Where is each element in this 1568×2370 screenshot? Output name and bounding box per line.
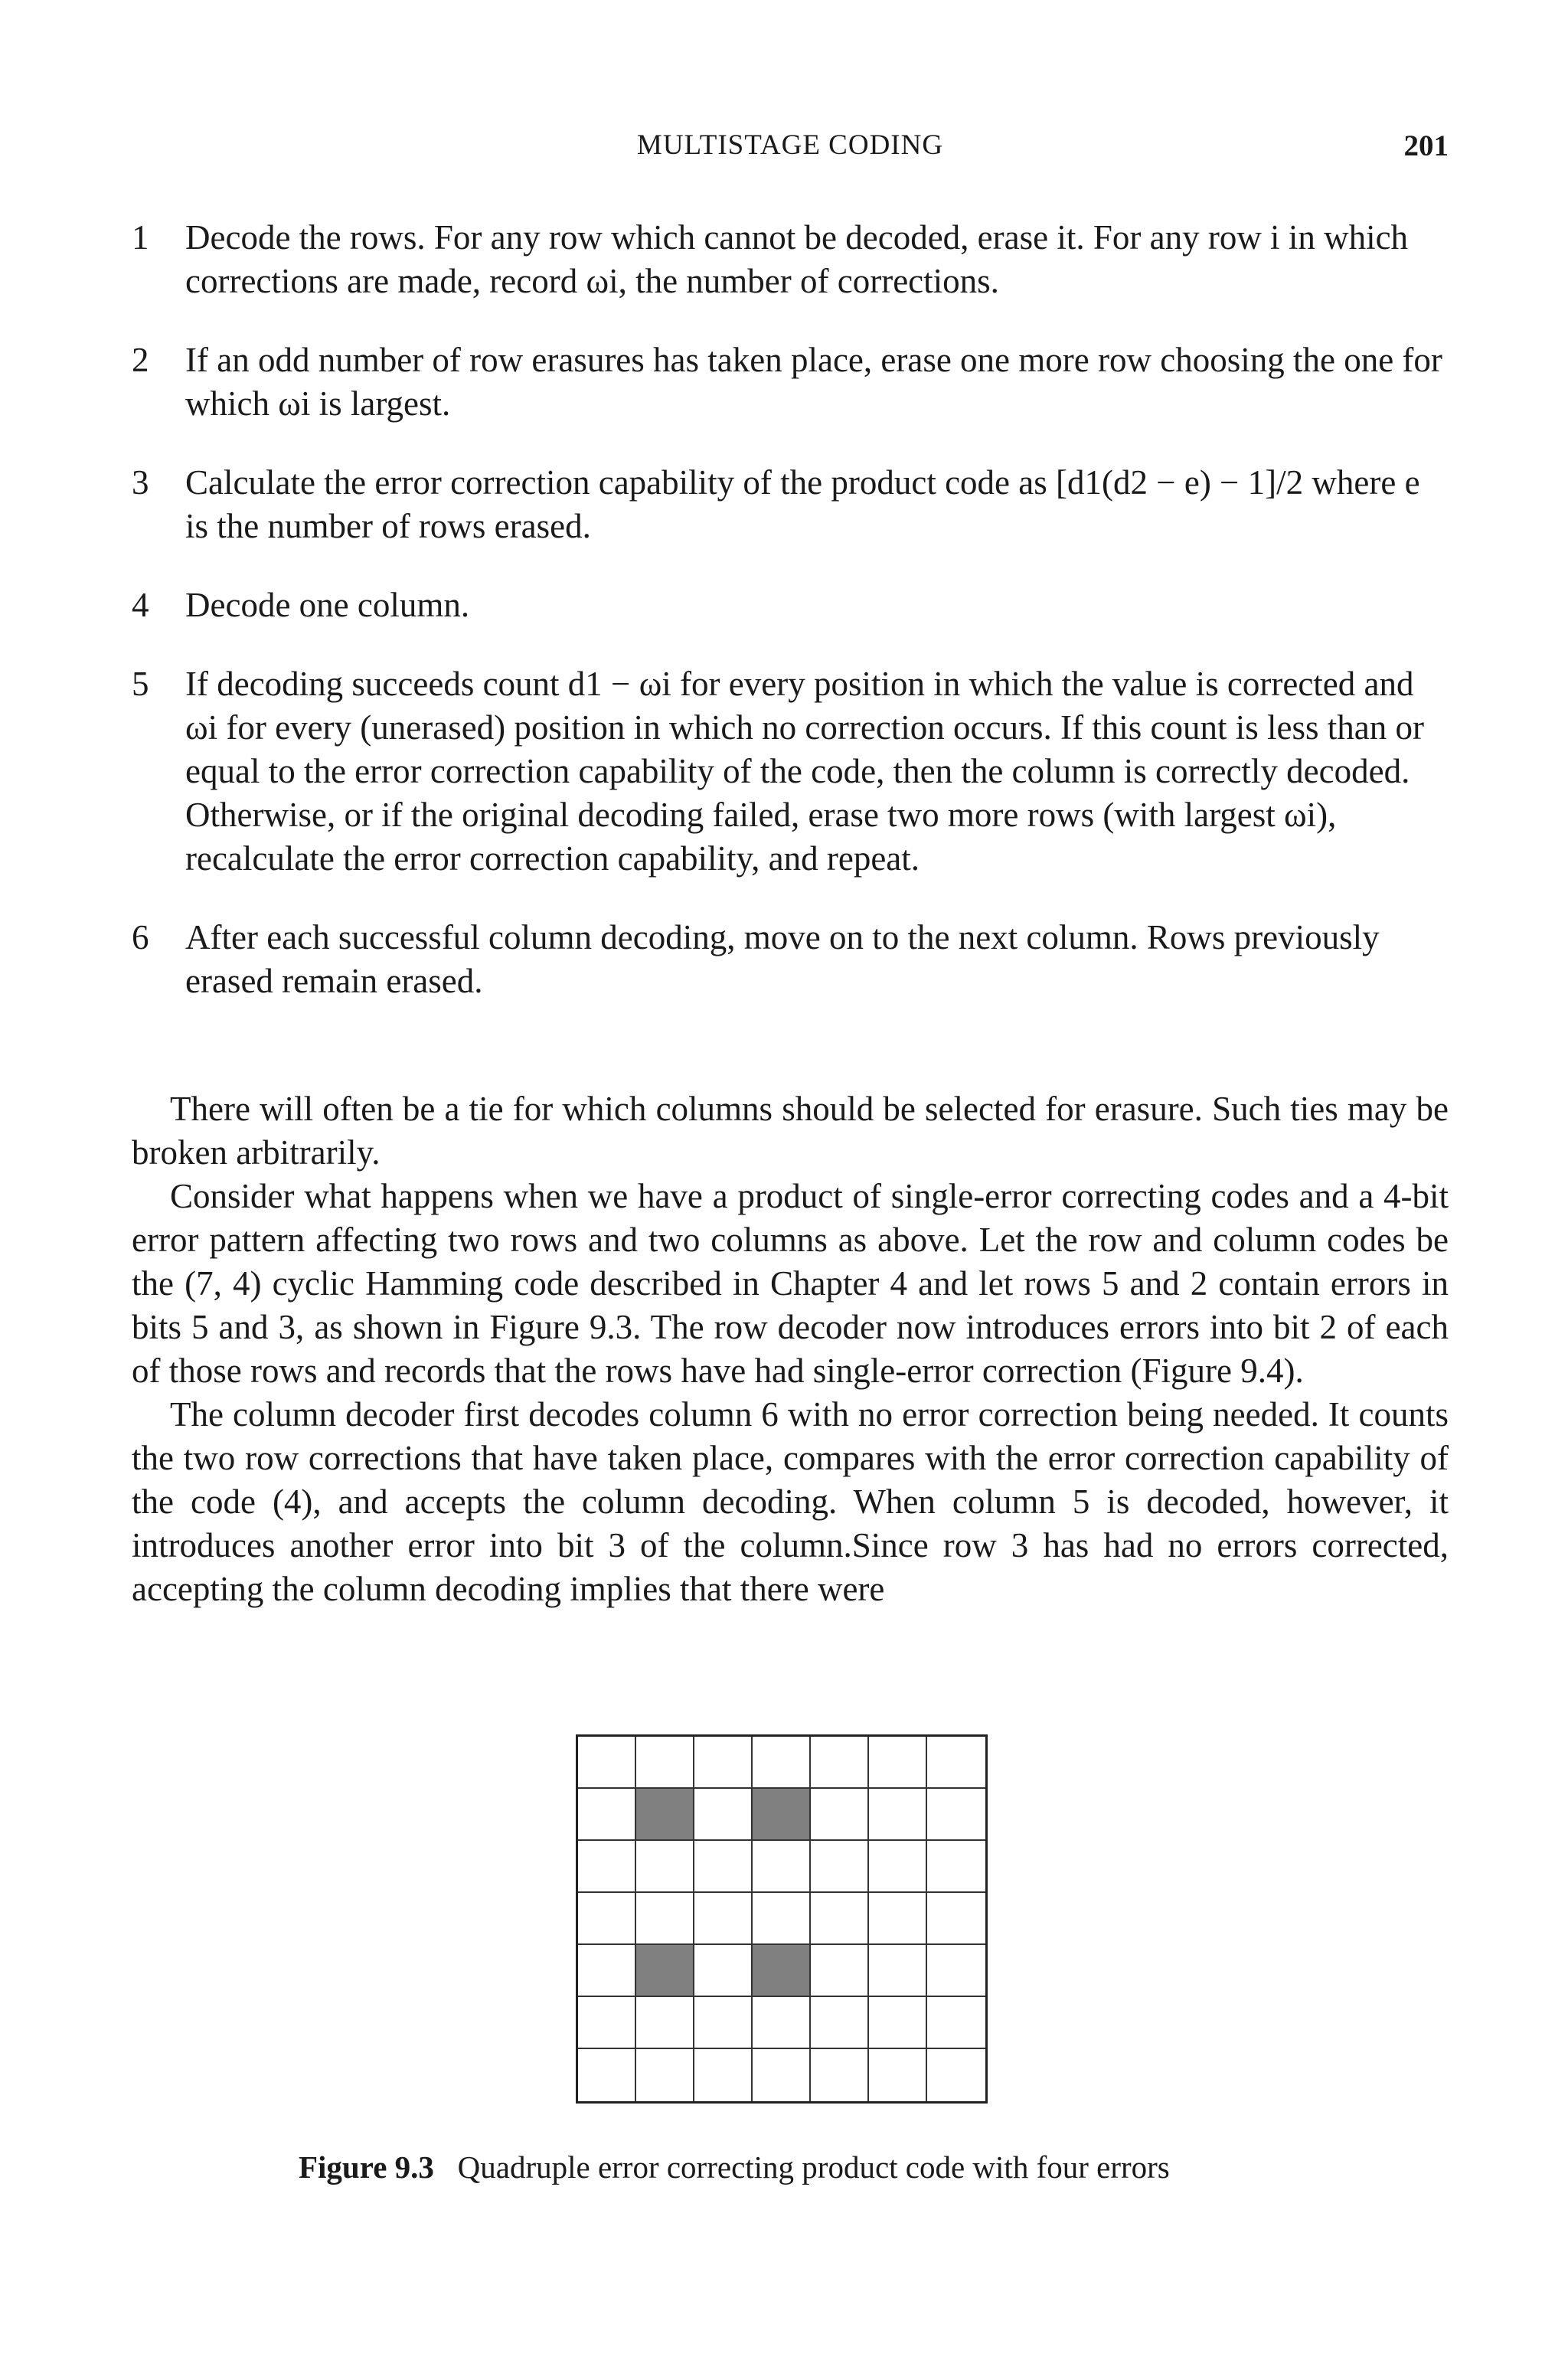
grid-cell <box>927 1789 985 1841</box>
page-header <box>132 129 1449 175</box>
paragraph: Consider what happens when we have a product of single-error correcting codes and a 4-bit error pattern affecting two rows and two columns as above. Let the row and column codes be the (7, 4) cyclic Hamming code described in Chapter 4 and let rows 5 and 2 contain errors in bits 5 and 3, as shown in Figure 9.3. The row decoder now introduces errors into bit 2 of each of those rows and records that the rows have had single-error correction (Figure 9.4). <box>132 1177 1449 1390</box>
step-number: 4 <box>132 586 149 624</box>
grid-cell-error <box>636 1789 694 1841</box>
grid-cell <box>927 1945 985 1997</box>
caption-label: Figure 9.3 <box>299 2149 434 2185</box>
grid-cell <box>753 1997 811 2049</box>
list-item <box>132 461 1449 548</box>
grid-cell <box>811 1997 869 2049</box>
step-text: If decoding succeeds count d1 − ωi for every position in which the value is corrected and ωi for every (unerased) position in which no correction occurs. If this count is less than or equal to the error correction capability of the code, then the column is correctly decoded. Otherwise, or if the original decoding failed, erase two more rows (with largest ωi), recalculate the error correction capability, and repeat. <box>185 665 1424 878</box>
algorithm-steps <box>132 216 1449 1038</box>
figure-caption <box>299 2149 1170 2185</box>
grid-cell-error <box>636 1945 694 1997</box>
grid-cell-error <box>753 1789 811 1841</box>
product-code-grid <box>576 1734 988 2104</box>
grid-cell <box>694 1997 753 2049</box>
grid-cell <box>753 1737 811 1789</box>
paragraph: The column decoder first decodes column 6 with no error correction being needed. It counts the two row corrections that have taken place, compares with the error correction capability of the code (4), and accepts the column decoding. When column 5 is decoded, however, it introduces another error into bit 3 of the column.Since row 3 has had no errors corrected, accepting the column decoding implies that there were <box>132 1395 1449 1608</box>
grid-cell <box>636 1841 694 1893</box>
grid-cell <box>869 1789 927 1841</box>
grid-cell <box>694 1841 753 1893</box>
step-text: Calculate the error correction capability of the product code as [d1(d2 − e) − 1]/2 where e is the number of rows erased. <box>185 463 1420 545</box>
grid-cell <box>694 1893 753 1945</box>
list-item <box>132 584 1449 627</box>
paragraph: There will often be a tie for which columns should be selected for erasure. Such ties may be broken arbitrarily. <box>132 1090 1449 1172</box>
grid-cell <box>811 1841 869 1893</box>
grid-cell <box>694 2049 753 2101</box>
page-number: 201 <box>1403 129 1449 162</box>
grid-cell <box>811 1893 869 1945</box>
step-number: 3 <box>132 463 149 502</box>
grid-cell <box>927 1841 985 1893</box>
step-number: 1 <box>132 218 149 257</box>
grid-cell <box>811 1945 869 1997</box>
grid-cell <box>927 1737 985 1789</box>
step-text: Decode one column. <box>185 586 470 624</box>
grid-cell <box>753 1893 811 1945</box>
grid-cell <box>869 1997 927 2049</box>
grid-cell <box>578 2049 636 2101</box>
grid-cell <box>578 1997 636 2049</box>
step-number: 6 <box>132 918 149 956</box>
grid-cell <box>869 1893 927 1945</box>
grid-cell <box>578 1841 636 1893</box>
list-item <box>132 662 1449 881</box>
step-number: 5 <box>132 665 149 703</box>
grid-cell <box>636 1997 694 2049</box>
grid-cell <box>636 2049 694 2101</box>
grid-cell <box>578 1893 636 1945</box>
grid-cell <box>811 1737 869 1789</box>
list-item <box>132 916 1449 1003</box>
step-number: 2 <box>132 341 149 379</box>
grid-cell <box>811 2049 869 2101</box>
grid-cell <box>636 1893 694 1945</box>
grid-cell <box>869 1841 927 1893</box>
figure-9-3 <box>576 1734 988 2104</box>
caption-text: Quadruple error correcting product code with four errors <box>457 2149 1170 2185</box>
grid-cell <box>869 1737 927 1789</box>
grid-cell <box>694 1789 753 1841</box>
step-text: If an odd number of row erasures has taken place, erase one more row choosing the one for which ωi is largest. <box>185 341 1442 423</box>
body-text <box>132 1087 1449 1611</box>
grid-cell <box>869 1945 927 1997</box>
grid-cell <box>811 1789 869 1841</box>
grid-cell-error <box>753 1945 811 1997</box>
list-item <box>132 216 1449 303</box>
grid-cell <box>578 1737 636 1789</box>
grid-cell <box>927 1893 985 1945</box>
running-title: MULTISTAGE CODING <box>636 129 944 161</box>
grid-cell <box>927 2049 985 2101</box>
step-text: Decode the rows. For any row which cannot be decoded, erase it. For any row i in which corrections are made, record ωi, the number of corrections. <box>185 218 1409 300</box>
grid-cell <box>753 1841 811 1893</box>
grid-cell <box>694 1945 753 1997</box>
grid-cell <box>927 1997 985 2049</box>
grid-cell <box>636 1737 694 1789</box>
grid-cell <box>694 1737 753 1789</box>
list-item <box>132 338 1449 426</box>
grid-cell <box>578 1945 636 1997</box>
step-text: After each successful column decoding, move on to the next column. Rows previously erased remain erased. <box>185 918 1380 1000</box>
grid-cell <box>753 2049 811 2101</box>
grid-cell <box>869 2049 927 2101</box>
grid-cell <box>578 1789 636 1841</box>
